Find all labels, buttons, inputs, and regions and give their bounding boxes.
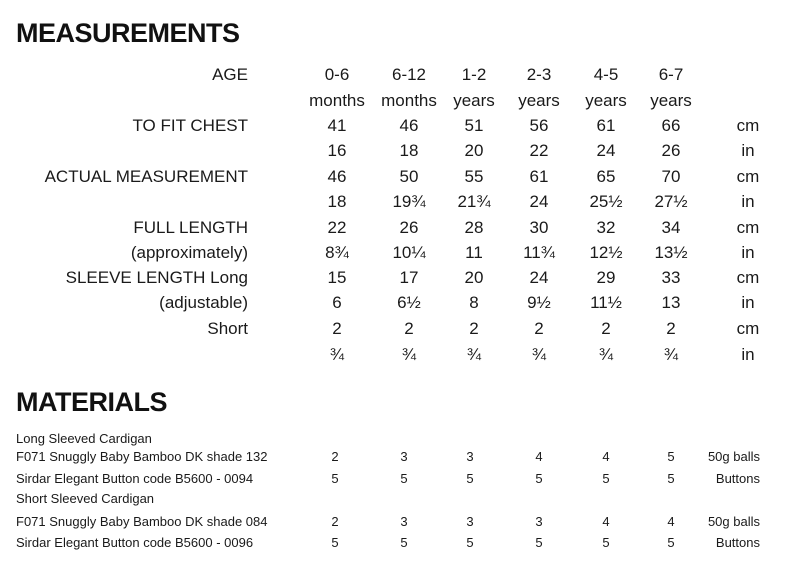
measurement-value: 22 xyxy=(529,141,549,160)
measurement-value: 46 xyxy=(399,116,419,135)
measurement-value: 50 xyxy=(399,167,419,186)
materials-quantity: 5 xyxy=(466,471,474,486)
measurement-value: ¾ xyxy=(663,345,679,364)
materials-quantity: 5 xyxy=(667,535,675,550)
materials-quantity: 3 xyxy=(535,514,543,529)
measurement-value: 15 xyxy=(327,268,347,287)
materials-quantity: 5 xyxy=(400,471,408,486)
materials-row xyxy=(0,469,800,489)
measurement-value: 18 xyxy=(399,141,419,160)
measurement-row xyxy=(0,114,800,138)
measurement-unit: cm xyxy=(736,116,760,135)
measurement-row xyxy=(0,216,800,240)
measurement-value: 20 xyxy=(464,268,484,287)
materials-quantity: 3 xyxy=(466,449,474,464)
measurement-label: (adjustable) xyxy=(159,293,248,312)
measurement-value: ¾ xyxy=(598,345,614,364)
measurement-value: 32 xyxy=(596,218,616,237)
measurement-value: years xyxy=(650,91,692,110)
measurement-value: 46 xyxy=(327,167,347,186)
measurement-value: ¾ xyxy=(531,345,547,364)
materials-row xyxy=(0,512,800,532)
measurement-unit: cm xyxy=(736,218,760,237)
materials-section-heading: Long Sleeved Cardigan xyxy=(16,431,152,446)
measurement-value: 26 xyxy=(399,218,419,237)
measurement-row xyxy=(0,139,800,163)
measurement-unit: in xyxy=(741,243,755,262)
measurement-value: 2 xyxy=(332,319,342,338)
measurement-row xyxy=(0,317,800,341)
materials-item-label: F071 Snuggly Baby Bamboo DK shade 132 xyxy=(16,449,268,464)
materials-quantity: 5 xyxy=(535,471,543,486)
materials-quantity: 5 xyxy=(466,535,474,550)
measurement-label: AGE xyxy=(212,65,248,84)
measurement-row xyxy=(0,291,800,315)
materials-item-label: Sirdar Elegant Button code B5600 - 0096 xyxy=(16,535,254,550)
measurement-value: 13½ xyxy=(654,243,688,262)
materials-section-heading: Short Sleeved Cardigan xyxy=(16,491,155,506)
materials-quantity: 5 xyxy=(667,471,675,486)
measurement-value: 8 xyxy=(469,293,479,312)
measurement-value: 61 xyxy=(529,167,549,186)
materials-item-label: Sirdar Elegant Button code B5600 - 0094 xyxy=(16,471,254,486)
measurement-value: 27½ xyxy=(654,192,688,211)
measurement-unit: cm xyxy=(736,167,760,186)
measurement-value: 6 xyxy=(332,293,342,312)
measurement-label: (approximately) xyxy=(130,243,248,262)
measurement-value: 66 xyxy=(661,116,681,135)
materials-quantity: 5 xyxy=(602,535,610,550)
measurement-value: 6-12 xyxy=(391,65,427,84)
measurement-value: 18 xyxy=(327,192,347,211)
materials-unit: 50g balls xyxy=(707,449,760,464)
measurement-value: 12½ xyxy=(589,243,623,262)
measurement-value: ¾ xyxy=(401,345,417,364)
measurement-value: 19¾ xyxy=(392,192,426,211)
measurement-value: 41 xyxy=(327,116,347,135)
measurement-unit: in xyxy=(741,192,755,211)
materials-quantity: 2 xyxy=(331,514,339,529)
measurement-label: FULL LENGTH xyxy=(133,218,248,237)
measurement-value: 61 xyxy=(596,116,616,135)
measurement-value: 51 xyxy=(464,116,484,135)
measurement-row xyxy=(0,241,800,265)
measurement-row xyxy=(0,266,800,290)
measurement-value: 55 xyxy=(464,167,484,186)
measurement-value: 11 xyxy=(465,243,483,262)
measurement-value: 2 xyxy=(404,319,414,338)
materials-quantity: 5 xyxy=(535,535,543,550)
measurement-value: 33 xyxy=(661,268,681,287)
measurement-value: 70 xyxy=(661,167,681,186)
measurement-value: 22 xyxy=(327,218,347,237)
materials-quantity: 5 xyxy=(331,535,339,550)
measurement-value: 9½ xyxy=(527,293,551,312)
measurement-unit: in xyxy=(741,345,755,364)
measurement-unit: in xyxy=(741,293,755,312)
measurement-value: months xyxy=(309,91,365,110)
measurement-value: 25½ xyxy=(589,192,623,211)
materials-item-label: F071 Snuggly Baby Bamboo DK shade 084 xyxy=(16,514,268,529)
materials-unit: 50g balls xyxy=(707,514,760,529)
measurement-value: 26 xyxy=(661,141,681,160)
measurement-row xyxy=(0,190,800,214)
measurement-unit: in xyxy=(741,141,755,160)
materials-quantity: 4 xyxy=(535,449,543,464)
measurement-value: 24 xyxy=(529,268,549,287)
materials-quantity: 5 xyxy=(602,471,610,486)
measurement-value: ¾ xyxy=(466,345,482,364)
measurement-value: 2-3 xyxy=(526,65,552,84)
materials-row xyxy=(0,447,800,467)
measurement-value: 28 xyxy=(464,218,484,237)
measurement-value: 34 xyxy=(661,218,681,237)
measurement-value: years xyxy=(453,91,495,110)
measurement-value: 17 xyxy=(399,268,419,287)
measurement-value: 24 xyxy=(529,192,549,211)
measurement-value: 2 xyxy=(534,319,544,338)
measurement-value: 30 xyxy=(529,218,549,237)
measurement-label: TO FIT CHEST xyxy=(132,116,248,135)
materials-row xyxy=(0,533,800,553)
measurement-value: 6½ xyxy=(397,293,421,312)
measurement-value: 11½ xyxy=(590,293,622,312)
materials-quantity: 3 xyxy=(400,514,408,529)
materials-quantity: 5 xyxy=(667,449,675,464)
measurement-row xyxy=(0,165,800,189)
measurement-value: 0-6 xyxy=(324,65,350,84)
measurement-row xyxy=(0,63,800,87)
measurement-value: 16 xyxy=(327,141,347,160)
measurement-value: 2 xyxy=(666,319,676,338)
measurement-label: ACTUAL MEASUREMENT xyxy=(44,167,248,186)
measurement-row xyxy=(0,89,800,113)
measurement-value: 6-7 xyxy=(658,65,684,84)
measurement-value: years xyxy=(518,91,560,110)
measurement-value: 4-5 xyxy=(593,65,619,84)
materials-unit: Buttons xyxy=(715,471,760,486)
materials-quantity: 2 xyxy=(331,449,339,464)
measurement-value: 13 xyxy=(661,293,681,312)
materials-quantity: 3 xyxy=(466,514,474,529)
materials-quantity: 4 xyxy=(667,514,675,529)
measurement-value: 2 xyxy=(469,319,479,338)
measurement-value: 56 xyxy=(529,116,549,135)
measurements-heading: MEASUREMENTS xyxy=(16,18,240,48)
measurement-row xyxy=(0,343,800,367)
materials-quantity: 4 xyxy=(602,514,610,529)
measurement-value: 21¾ xyxy=(457,192,491,211)
measurement-value: 24 xyxy=(596,141,616,160)
materials-quantity: 3 xyxy=(400,449,408,464)
measurement-value: months xyxy=(381,91,437,110)
measurement-value: 29 xyxy=(596,268,616,287)
materials-quantity: 5 xyxy=(331,471,339,486)
measurement-value: 1-2 xyxy=(461,65,487,84)
measurement-value: 65 xyxy=(596,167,616,186)
measurement-unit: cm xyxy=(736,319,760,338)
measurement-label: SLEEVE LENGTH Long xyxy=(65,268,248,287)
measurement-value: 20 xyxy=(464,141,484,160)
measurement-value: ¾ xyxy=(329,345,345,364)
measurement-value: 8¾ xyxy=(325,243,349,262)
measurement-label: Short xyxy=(207,319,248,338)
measurement-value: 2 xyxy=(601,319,611,338)
measurement-value: years xyxy=(585,91,627,110)
materials-unit: Buttons xyxy=(715,535,760,550)
materials-heading: MATERIALS xyxy=(16,387,167,417)
measurement-unit: cm xyxy=(736,268,760,287)
materials-quantity: 5 xyxy=(400,535,408,550)
measurement-value: 10¼ xyxy=(392,243,426,262)
measurement-value: 11¾ xyxy=(523,243,555,262)
materials-quantity: 4 xyxy=(602,449,610,464)
